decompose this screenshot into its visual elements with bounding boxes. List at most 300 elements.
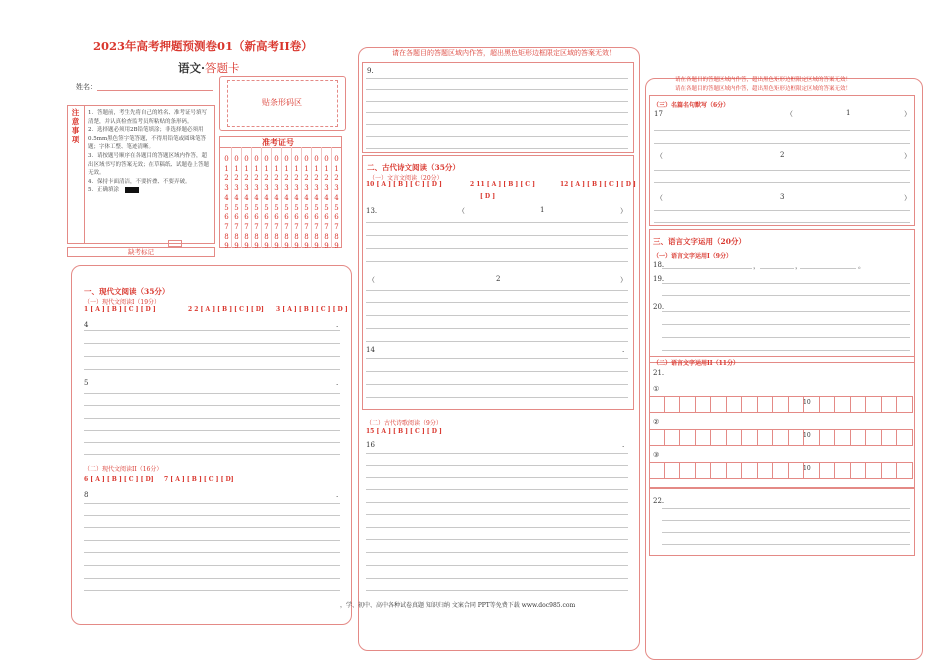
exam-digit[interactable]: 3 [234, 184, 239, 193]
answer-line[interactable] [84, 590, 340, 591]
answer-line[interactable] [366, 578, 628, 579]
exam-digit[interactable]: 8 [234, 232, 239, 241]
answer-line[interactable] [654, 222, 910, 223]
exam-digit[interactable]: 7 [334, 222, 339, 231]
exam-digit[interactable]: 0 [244, 155, 249, 163]
grid-cell[interactable] [773, 396, 789, 413]
exam-digit[interactable]: 9 [264, 242, 269, 251]
grid-cell[interactable] [711, 462, 727, 479]
exam-digit[interactable]: 1 [274, 164, 279, 173]
exam-digit[interactable]: 6 [234, 213, 239, 222]
exam-digit[interactable]: 4 [294, 193, 299, 202]
answer-line[interactable] [760, 268, 794, 269]
exam-digit-column[interactable] [292, 155, 301, 252]
character-grid[interactable] [649, 396, 913, 413]
exam-digit[interactable]: 8 [244, 232, 249, 241]
exam-digit[interactable]: 9 [294, 242, 299, 251]
exam-digit-column[interactable] [262, 155, 271, 252]
exam-digit[interactable]: 4 [284, 193, 289, 202]
grid-cell[interactable] [789, 462, 805, 479]
grid-cell[interactable] [835, 429, 851, 446]
exam-digit[interactable]: 1 [254, 164, 259, 173]
grid-cell[interactable] [789, 429, 805, 446]
answer-line[interactable] [84, 405, 340, 406]
grid-cell[interactable] [696, 462, 712, 479]
section-2-sub2: （二）古代诗歌阅读（9分） [366, 420, 442, 427]
exam-digit[interactable]: 9 [224, 242, 229, 251]
exam-digit[interactable]: 2 [224, 174, 229, 183]
exam-digit[interactable]: 2 [234, 174, 239, 183]
answer-line[interactable] [366, 371, 628, 372]
exam-digit[interactable]: 4 [304, 193, 309, 202]
exam-digit[interactable]: 7 [284, 222, 289, 231]
circle-1-label: ① [653, 385, 660, 393]
exam-digit[interactable]: 9 [304, 242, 309, 251]
choice-q6[interactable]: 6 [ A ] [ B ] [ C ] [ D] [84, 476, 154, 483]
answer-line[interactable] [84, 430, 340, 431]
character-grid[interactable] [649, 429, 913, 446]
exam-digit[interactable]: 8 [294, 232, 299, 241]
exam-digit[interactable]: 7 [224, 222, 229, 231]
answer-line[interactable] [366, 527, 628, 528]
answer-line[interactable] [366, 124, 628, 125]
answer-line[interactable] [84, 540, 340, 541]
answer-line[interactable] [366, 358, 628, 359]
question-4: 4 [84, 321, 89, 329]
exam-digit-column[interactable] [282, 155, 291, 252]
exam-digit[interactable]: 1 [234, 164, 239, 173]
exam-digit[interactable]: 6 [324, 213, 329, 222]
choice-q15[interactable]: 15 [ A ] [ B ] [ C ] [ D ] [366, 428, 442, 435]
answer-line[interactable] [366, 489, 628, 490]
answer-line[interactable] [84, 527, 340, 528]
answer-line[interactable] [84, 515, 340, 516]
section-3-title: 三、语言文字运用（20分） [653, 237, 746, 246]
exam-digit[interactable]: 3 [244, 184, 249, 193]
exam-digit[interactable]: 7 [324, 222, 329, 231]
exam-digit[interactable]: 4 [224, 193, 229, 202]
grid-cell[interactable] [820, 396, 836, 413]
grid-cell[interactable] [649, 462, 665, 479]
grid-count-label: 10 [803, 432, 811, 439]
grid-cell[interactable] [742, 462, 758, 479]
grid-cell[interactable] [882, 396, 898, 413]
grid-cell[interactable] [851, 396, 867, 413]
answer-line[interactable] [84, 454, 340, 455]
exam-digit[interactable]: 5 [254, 203, 259, 212]
exam-digit[interactable]: 5 [244, 203, 249, 212]
middle-warning: 请在各题目的答题区域内作答，超出黑色矩形边框限定区域的答案无效！ [392, 49, 616, 57]
exam-digit[interactable]: 9 [324, 242, 329, 251]
exam-digit[interactable]: 5 [264, 203, 269, 212]
exam-digit[interactable]: 5 [314, 203, 319, 212]
exam-digit[interactable]: 6 [294, 213, 299, 222]
exam-digit-column[interactable] [242, 155, 251, 252]
exam-digit[interactable]: 8 [314, 232, 319, 241]
notice-item-2: 2．选择题必须用2B铅笔填涂；非选择题必须用0.5mm黑色签字笔答题，不得用铅笔或圆珠笔答题；字体工整、笔迹清晰。 [88, 127, 207, 151]
choice-q11[interactable]: 2 11 [ A ] [ B ] [ C ] [470, 181, 535, 188]
exam-digit[interactable]: 9 [244, 242, 249, 251]
circle-3-label: ③ [653, 451, 660, 459]
answer-line[interactable] [366, 136, 628, 137]
exam-digit[interactable]: 9 [284, 242, 289, 251]
grid-cell[interactable] [897, 462, 913, 479]
section-2-title: 二、古代诗文阅读（35分） [367, 163, 460, 172]
exam-digit[interactable]: 8 [334, 232, 339, 241]
answer-line[interactable] [662, 350, 910, 351]
exam-digit[interactable]: 0 [264, 155, 269, 163]
exam-digit[interactable]: 4 [324, 193, 329, 202]
answer-line[interactable] [366, 261, 628, 262]
grid-cell[interactable] [758, 429, 774, 446]
section-1-sub2: （二）现代文阅读II（16分） [84, 466, 163, 473]
exam-digit[interactable]: 5 [304, 203, 309, 212]
answer-line[interactable] [366, 341, 628, 342]
exam-digit[interactable]: 8 [274, 232, 279, 241]
absent-mark-box[interactable] [168, 240, 182, 247]
exam-digit[interactable]: 1 [244, 164, 249, 173]
answer-line[interactable] [366, 89, 628, 90]
grid-cell[interactable] [711, 396, 727, 413]
exam-digit[interactable]: 2 [274, 174, 279, 183]
answer-line[interactable] [366, 477, 628, 478]
subtitle-main: 语文 [178, 61, 201, 75]
exam-digit[interactable]: 6 [244, 213, 249, 222]
answer-line[interactable] [366, 222, 628, 223]
answer-line[interactable] [800, 268, 856, 269]
exam-digit[interactable]: 4 [254, 193, 259, 202]
exam-digit[interactable]: 2 [254, 174, 259, 183]
exam-digit[interactable]: 3 [264, 184, 269, 193]
exam-digit[interactable]: 8 [304, 232, 309, 241]
exam-digit[interactable]: 6 [254, 213, 259, 222]
exam-digit[interactable]: 6 [224, 213, 229, 222]
grid-cell[interactable] [897, 429, 913, 446]
exam-digit[interactable]: 4 [274, 193, 279, 202]
left-answer-area [71, 265, 352, 625]
answer-line[interactable] [662, 324, 910, 325]
answer-line[interactable] [366, 290, 628, 291]
exam-digit[interactable]: 0 [274, 155, 279, 163]
choice-q12[interactable]: 12 [ A ] [ B ] [ C ] [ D ] [560, 181, 636, 188]
grid-cell[interactable] [882, 462, 898, 479]
answer-line[interactable] [84, 356, 340, 357]
exam-digit[interactable]: 1 [294, 164, 299, 173]
answer-line[interactable] [366, 465, 628, 466]
exam-digit[interactable]: 7 [294, 222, 299, 231]
question-16: 16 [366, 441, 375, 449]
answer-line[interactable] [366, 148, 628, 149]
answer-line[interactable] [84, 565, 340, 566]
exam-digit[interactable]: 8 [324, 232, 329, 241]
exam-digit[interactable]: 7 [304, 222, 309, 231]
exam-digit[interactable]: 0 [234, 155, 239, 163]
exam-digit[interactable]: 0 [324, 155, 329, 163]
exam-digit[interactable]: 2 [334, 174, 339, 183]
exam-digit[interactable]: 9 [274, 242, 279, 251]
grid-cell[interactable] [665, 462, 681, 479]
answer-line[interactable] [366, 78, 628, 79]
answer-line[interactable] [84, 369, 340, 370]
grid-cell[interactable] [742, 396, 758, 413]
exam-digit-column[interactable] [232, 155, 241, 252]
exam-digit-column[interactable] [332, 155, 341, 252]
answer-line[interactable] [662, 544, 910, 545]
exam-digit[interactable]: 6 [284, 213, 289, 222]
grid-cell[interactable] [665, 429, 681, 446]
choice-q7[interactable]: 7 [ A ] [ B ] [ C ] [ D] [164, 476, 234, 483]
exam-digit[interactable]: 9 [334, 242, 339, 251]
exam-digit[interactable]: 9 [234, 242, 239, 251]
question-19: 19. [653, 275, 665, 283]
circle-2-label: ② [653, 418, 660, 426]
answer-line[interactable] [654, 210, 910, 211]
answer-line[interactable] [662, 532, 910, 533]
grid-cell[interactable] [773, 429, 789, 446]
section-1-title: 一、现代文阅读（35分） [84, 287, 170, 296]
exam-digit[interactable]: 1 [304, 164, 309, 173]
exam-digit-column[interactable] [312, 155, 321, 252]
card-title: 2023年高考押题预测卷01（新高考II卷） [93, 39, 313, 53]
grid-cell[interactable] [742, 429, 758, 446]
grid-cell[interactable] [711, 429, 727, 446]
answer-line[interactable] [366, 235, 628, 236]
grid-cell[interactable] [649, 396, 665, 413]
exam-digit[interactable]: 3 [314, 184, 319, 193]
answer-line[interactable] [84, 343, 340, 344]
exam-digit[interactable]: 6 [274, 213, 279, 222]
exam-digit[interactable]: 9 [254, 242, 259, 251]
grid-count-label: 10 [803, 399, 811, 406]
exam-digit-column[interactable] [272, 155, 281, 252]
exam-digit-column[interactable] [322, 155, 331, 252]
exam-digit[interactable]: 2 [284, 174, 289, 183]
grid-cell[interactable] [897, 396, 913, 413]
question-18: 18. [653, 261, 665, 269]
exam-number-title: 准考证号 [262, 137, 294, 147]
answer-line[interactable] [366, 590, 628, 591]
choice-q10[interactable]: 10 [ A ] [ B ] [ C ] [ D ] [366, 181, 442, 188]
exam-digit[interactable]: 6 [314, 213, 319, 222]
exam-digit[interactable]: 8 [254, 232, 259, 241]
exam-digit-column[interactable] [222, 155, 231, 252]
answer-line[interactable] [366, 328, 628, 329]
answer-line[interactable] [84, 418, 340, 419]
grid-cell[interactable] [866, 396, 882, 413]
exam-digit[interactable]: 8 [284, 232, 289, 241]
grid-cell[interactable] [866, 462, 882, 479]
right-recitation-box [649, 95, 915, 226]
grid-cell[interactable] [866, 429, 882, 446]
exam-digit[interactable]: 4 [314, 193, 319, 202]
grid-cell[interactable] [851, 429, 867, 446]
exam-digit[interactable]: 2 [304, 174, 309, 183]
answer-line[interactable] [366, 101, 628, 102]
answer-line[interactable] [654, 182, 910, 183]
exam-digit[interactable]: 7 [314, 222, 319, 231]
exam-digit[interactable]: 1 [324, 164, 329, 173]
answer-line[interactable] [662, 311, 910, 312]
answer-line[interactable] [662, 508, 910, 509]
exam-digit[interactable]: 4 [264, 193, 269, 202]
exam-digit[interactable]: 7 [244, 222, 249, 231]
answer-line[interactable] [366, 552, 628, 553]
answer-line[interactable] [366, 112, 628, 113]
exam-digit[interactable]: 8 [224, 232, 229, 241]
grid-cell[interactable] [665, 396, 681, 413]
section-3-sub2: （二）语言文字运用II（11分） [653, 360, 739, 367]
exam-digit[interactable]: 4 [334, 193, 339, 202]
exam-digit[interactable]: 0 [334, 155, 339, 163]
exam-digit[interactable]: 0 [224, 155, 229, 163]
exam-digit[interactable]: 2 [294, 174, 299, 183]
name-field[interactable] [97, 90, 213, 91]
answer-line[interactable] [366, 302, 628, 303]
answer-line[interactable] [662, 337, 910, 338]
question-22: 22. [653, 497, 665, 505]
exam-digit[interactable]: 2 [324, 174, 329, 183]
exam-digit-column[interactable] [302, 155, 311, 252]
answer-line[interactable] [366, 384, 628, 385]
exam-digit[interactable]: 3 [254, 184, 259, 193]
answer-line[interactable] [366, 397, 628, 398]
answer-line[interactable] [654, 130, 910, 131]
answer-line[interactable] [662, 295, 910, 296]
exam-digit[interactable]: 0 [314, 155, 319, 163]
answer-line[interactable] [366, 248, 628, 249]
barcode-label: 贴条形码区 [262, 98, 302, 107]
exam-digit[interactable]: 2 [264, 174, 269, 183]
answer-line[interactable] [84, 442, 340, 443]
notice-item-4: 4．保持卡面清洁，不要折叠、不要弄破。 [88, 178, 191, 185]
choice-q2[interactable]: 2 2 [ A ] [ B ] [ C ] [ D] [188, 306, 264, 313]
grid-cell[interactable] [758, 396, 774, 413]
answer-line[interactable] [662, 283, 910, 284]
grid-cell[interactable] [727, 462, 743, 479]
answer-line[interactable] [84, 578, 340, 579]
answer-line[interactable] [84, 552, 340, 553]
choice-q1[interactable]: 1 [ A ] [ B ] [ C ] [ D ] [84, 306, 156, 313]
answer-line[interactable] [654, 143, 910, 144]
exam-digit[interactable]: 8 [264, 232, 269, 241]
grid-cell[interactable] [727, 429, 743, 446]
grid-cell[interactable] [789, 396, 805, 413]
grid-cell[interactable] [758, 462, 774, 479]
answer-line[interactable] [662, 268, 752, 269]
exam-digit[interactable]: 0 [304, 155, 309, 163]
answer-line[interactable] [662, 520, 910, 521]
exam-digit[interactable]: 2 [314, 174, 319, 183]
exam-digit[interactable]: 2 [244, 174, 249, 183]
right-q22-box [649, 488, 915, 556]
section-3-sub1: （一）语言文字运用I（9分） [653, 253, 732, 260]
answer-line[interactable] [366, 502, 628, 503]
exam-digit-column[interactable] [252, 155, 261, 252]
exam-digit[interactable]: 5 [234, 203, 239, 212]
exam-digit[interactable]: 6 [304, 213, 309, 222]
exam-digit[interactable]: 9 [314, 242, 319, 251]
grid-cell[interactable] [835, 396, 851, 413]
question-17: 17 [654, 110, 663, 118]
exam-digit[interactable]: 0 [294, 155, 299, 163]
right-warning-2: 请在各题目的答题区域内作答，超出黑色矩形边框限定区域的答案无效！ [675, 86, 852, 92]
grid-cell[interactable] [773, 462, 789, 479]
exam-digit[interactable]: 3 [324, 184, 329, 193]
exam-digit[interactable]: 0 [284, 155, 289, 163]
exam-digit[interactable]: 3 [334, 184, 339, 193]
exam-digit[interactable]: 3 [224, 184, 229, 193]
exam-digit[interactable]: 3 [304, 184, 309, 193]
exam-digit[interactable]: 5 [294, 203, 299, 212]
right-warning-1: 请在各题目的答题区域内作答，超出黑色矩形边框限定区域的答案无效！ [675, 77, 852, 83]
exam-digit[interactable]: 6 [334, 213, 339, 222]
exam-digit[interactable]: 4 [234, 193, 239, 202]
question-14: 14 [366, 346, 375, 354]
grid-cell[interactable] [696, 429, 712, 446]
exam-digit[interactable]: 1 [224, 164, 229, 173]
grid-cell[interactable] [727, 396, 743, 413]
exam-digit[interactable]: 7 [274, 222, 279, 231]
answer-line[interactable] [366, 315, 628, 316]
exam-digit[interactable]: 1 [264, 164, 269, 173]
exam-digit[interactable]: 1 [284, 164, 289, 173]
subtitle-dot: · [201, 61, 206, 75]
grid-cell[interactable] [882, 429, 898, 446]
choice-q3[interactable]: 3 [ A ] [ B ] [ C ] [ D ] [276, 306, 348, 313]
exam-digit[interactable]: 5 [284, 203, 289, 212]
exam-digit[interactable]: 4 [244, 193, 249, 202]
exam-digit[interactable]: 0 [254, 155, 259, 163]
character-grid[interactable] [649, 462, 913, 479]
choice-q11-d[interactable]: [ D ] [480, 193, 496, 200]
grid-cell[interactable] [680, 462, 696, 479]
grid-cell[interactable] [835, 462, 851, 479]
grid-cell[interactable] [680, 396, 696, 413]
exam-digit[interactable]: 7 [234, 222, 239, 231]
exam-digit[interactable]: 6 [264, 213, 269, 222]
absent-label-box: 缺考标记 [67, 247, 215, 257]
exam-digit[interactable]: 1 [314, 164, 319, 173]
answer-line[interactable] [366, 539, 628, 540]
exam-digit[interactable]: 5 [324, 203, 329, 212]
grid-cell[interactable] [680, 429, 696, 446]
subtitle-red: 答题卡 [205, 61, 240, 75]
exam-digit[interactable]: 7 [254, 222, 259, 231]
exam-digit[interactable]: 5 [334, 203, 339, 212]
exam-digit[interactable]: 7 [264, 222, 269, 231]
exam-digit[interactable]: 3 [294, 184, 299, 193]
exam-digit[interactable]: 5 [224, 203, 229, 212]
grid-cell[interactable] [851, 462, 867, 479]
exam-digit[interactable]: 1 [334, 164, 339, 173]
exam-digit[interactable]: 5 [274, 203, 279, 212]
answer-line[interactable] [366, 514, 628, 515]
answer-line[interactable] [366, 453, 628, 454]
answer-line[interactable] [84, 503, 340, 504]
grid-count-label: 10 [803, 465, 811, 472]
answer-line[interactable] [84, 393, 340, 394]
exam-digit[interactable]: 3 [274, 184, 279, 193]
answer-line[interactable] [84, 330, 340, 331]
answer-line[interactable] [654, 170, 910, 171]
grid-cell[interactable] [820, 462, 836, 479]
grid-cell[interactable] [696, 396, 712, 413]
grid-cell[interactable] [649, 429, 665, 446]
answer-line[interactable] [366, 565, 628, 566]
grid-cell[interactable] [820, 429, 836, 446]
middle-q9-box [362, 62, 634, 153]
exam-digit[interactable]: 3 [284, 184, 289, 193]
